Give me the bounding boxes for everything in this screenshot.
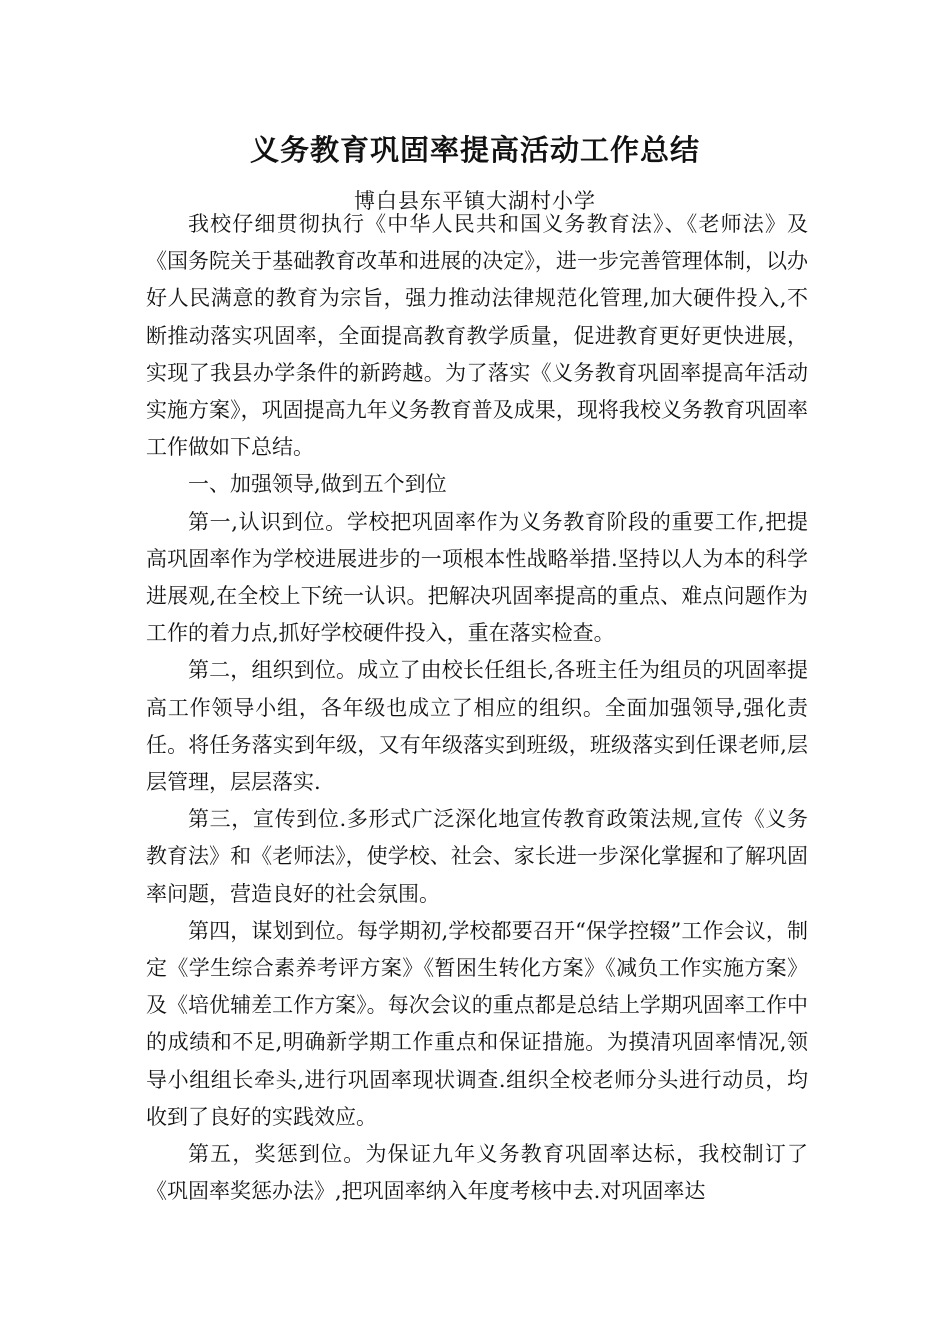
- section-heading: 一、加强领导,做到五个到位: [188, 472, 447, 497]
- document-title: 义务教育巩固率提高活动工作总结: [249, 133, 700, 167]
- document-body: [146, 206, 808, 1210]
- school-name: 博白县东平镇大湖村小学: [354, 189, 596, 213]
- paragraph-first-awareness: 第一,认识到位。学校把巩固率作为义务教育阶段的重要工作,把提高巩固率作为学校进展进步的一项根本性战略举措.坚持以人为本的科学进展观,在全校上下统一认识。把解决巩固率提高的重点、难点问题作为工作的着力点,抓好学校硬件投入，重在落实检查。: [146, 509, 808, 646]
- paragraph-fourth-planning: 第四，谋划到位。每学期初,学校都要召开“保学控辍”工作会议，制定《学生综合素养考评方案》《暂困生转化方案》《减负工作实施方案》及《培优辅差工作方案》。每次会议的重点都是总结上学期巩固率工作中的成绩和不足,明确新学期工作重点和保证措施。为摸清巩固率情况,领导小组组长牵头,进行巩固率现状调查.组织全校老师分头进行动员，均收到了良好的实践效应。: [146, 918, 808, 1129]
- intro-paragraph: 我校仔细贯彻执行《中华人民共和国义务教育法》、《老师法》及《国务院关于基础教育改革和进展的决定》，进一步完善管理体制，以办好人民满意的教育为宗旨，强力推动法律规范化管理,加大硬件投入,不断推动落实巩固率，全面提高教育教学质量，促进教育更好更快进展，实现了我县办学条件的新跨越。为了落实《义务教育巩固率提高年活动实施方案》，巩固提高九年义务教育普及成果，现将我校义务教育巩固率工作做如下总结。: [146, 212, 808, 460]
- paragraph-fifth-rewards: 第五，奖惩到位。为保证九年义务教育巩固率达标，我校制订了《巩固率奖惩办法》,把巩固率纳入年度考核中去.对巩固率达: [146, 1142, 808, 1204]
- paragraph-second-organization: 第二，组织到位。成立了由校长任组长,各班主任为组员的巩固率提高工作领导小组，各年级也成立了相应的组织。全面加强领导,强化责任。将任务落实到年级，又有年级落实到班级，班级落实到任课老师,层层管理，层层落实.: [146, 658, 808, 795]
- paragraph-third-publicity: 第三，宣传到位.多形式广泛深化地宣传教育政策法规,宣传《义务教育法》和《老师法》，使学校、社会、家长进一步深化掌握和了解巩固率问题，营造良好的社会氛围。: [146, 807, 808, 906]
